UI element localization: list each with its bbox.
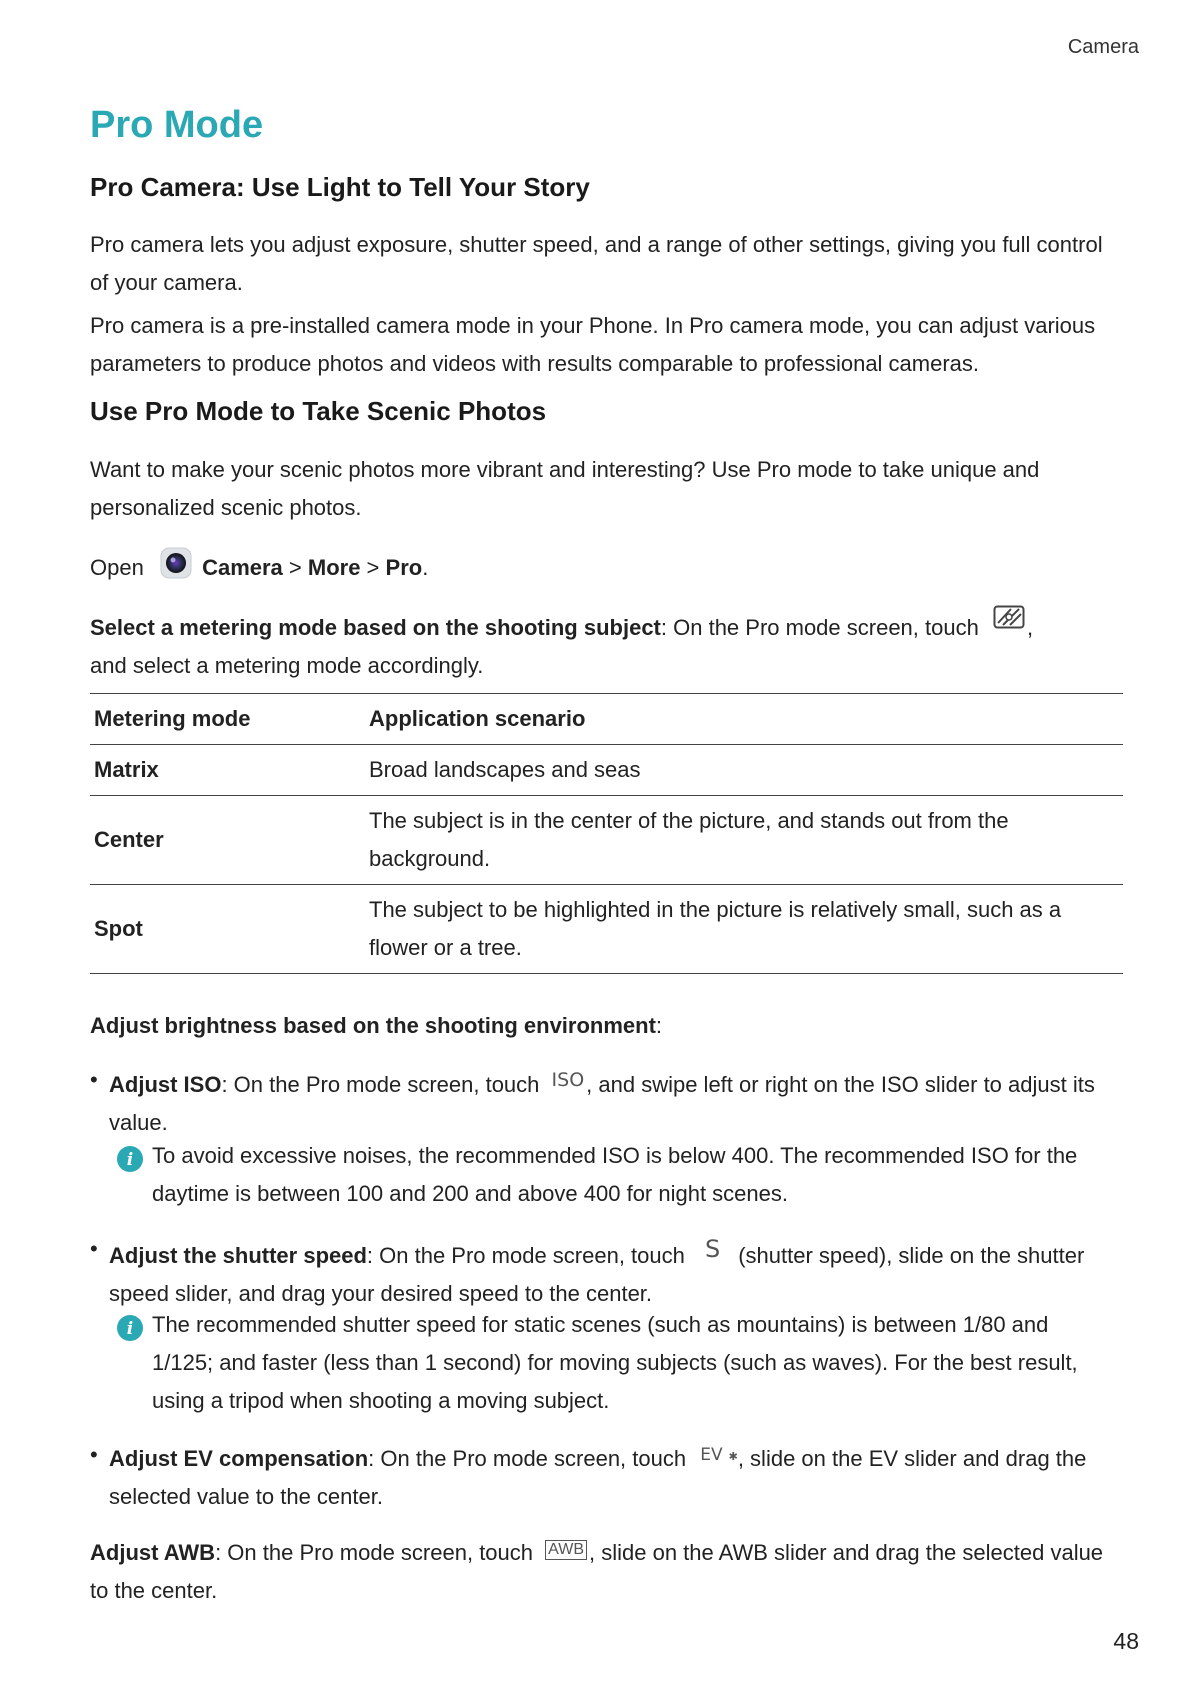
column-header: Metering mode xyxy=(94,706,251,731)
list-item-ev: • Adjust EV compensation: On the Pro mode screen, touch $^{EV ✱}$, slide on the EV slider and drag the selected value to the center. xyxy=(90,1436,1123,1516)
bullet-dot: • xyxy=(90,1067,98,1092)
svg-text:i: i xyxy=(126,1319,134,1339)
table-row xyxy=(90,796,1123,885)
running-header: Camera xyxy=(1067,36,1139,58)
page-title: Pro Mode xyxy=(90,104,264,146)
pro-label: Pro xyxy=(385,555,423,580)
iso-icon: ISO xyxy=(551,1069,585,1091)
table-header-row xyxy=(90,694,1123,745)
shutter-icon: S xyxy=(705,1235,721,1263)
open-instruction: Open Camera > More > Pro. xyxy=(90,547,1123,591)
section-heading: Pro Camera: Use Light to Tell Your Story xyxy=(90,172,590,202)
table-cell: Center xyxy=(94,827,164,852)
metering-table-wrap xyxy=(90,693,1123,974)
brightness-heading: Adjust brightness based on the shooting environment: xyxy=(90,1013,663,1038)
metering-instruction: Select a metering mode based on the shooting subject: On the Pro mode screen, touch , and select a metering mode accordingly. xyxy=(90,603,1123,685)
list-item-shutter: • Adjust the shutter speed: On the Pro mode screen, touch S (shutter speed), slide on the shutter speed slider, and drag your desired speed to the center. xyxy=(90,1230,1123,1313)
page-number: 48 xyxy=(1113,1628,1139,1654)
table-row xyxy=(90,885,1123,974)
ev-icon: EV ✱ xyxy=(700,1445,738,1465)
info-icon xyxy=(116,1314,144,1354)
camera-app-icon xyxy=(160,547,192,591)
table-row xyxy=(90,745,1123,796)
bullet-dot: • xyxy=(90,1442,98,1467)
camera-label: Camera xyxy=(202,555,283,580)
note-iso: i To avoid excessive noises, the recommended ISO is below 400. The recommended ISO for the daytime is between 100 and 200 and above 400 for night scenes. xyxy=(116,1137,1106,1213)
column-header: Application scenario xyxy=(369,706,586,731)
table-cell: The subject to be highlighted in the picture is relatively small, such as a flower or a tree. xyxy=(369,897,1062,960)
section-pro-camera xyxy=(90,172,1123,203)
table-cell: Matrix xyxy=(94,757,159,782)
info-icon xyxy=(116,1145,144,1185)
note-shutter: i The recommended shutter speed for static scenes (such as mountains) is between 1/80 and 1/125; and faster (less than 1 second) for moving subjects (such as waves). For the best result, using a tripod when shooting a moving subject. xyxy=(116,1306,1106,1420)
awb-instruction: Adjust AWB: On the Pro mode screen, touch AWB , slide on the AWB slider and drag the selected value to the center. xyxy=(90,1540,1104,1603)
intro-paragraph-1: Pro camera lets you adjust exposure, shutter speed, and a range of other settings, giving you full control of your camera. xyxy=(90,232,1103,295)
open-prefix: Open xyxy=(90,555,144,580)
section-heading: Use Pro Mode to Take Scenic Photos xyxy=(90,396,547,426)
svg-text:i: i xyxy=(126,1150,134,1170)
section-scenic xyxy=(90,396,1123,427)
table-cell: Broad landscapes and seas xyxy=(369,757,641,782)
list-item-iso: • Adjust ISO: On the Pro mode screen, touch ISO, and swipe left or right on the ISO slider to adjust its value. xyxy=(90,1061,1123,1142)
table-cell: The subject is in the center of the picture, and stands out from the background. xyxy=(369,808,1009,871)
intro-paragraph-2: Pro camera is a pre-installed camera mode in your Phone. In Pro camera mode, you can adjust various parameters to produce photos and videos with results comparable to professional cameras. xyxy=(90,313,1096,376)
awb-icon: AWB xyxy=(545,1540,587,1560)
table-cell: Spot xyxy=(94,916,143,941)
more-label: More xyxy=(307,555,361,580)
metering-table xyxy=(90,693,1123,974)
scenic-paragraph: Want to make your scenic photos more vibrant and interesting? Use Pro mode to take unique and personalized scenic photos. xyxy=(90,457,1040,520)
bullet-dot: • xyxy=(90,1236,98,1261)
metering-icon xyxy=(993,603,1025,641)
